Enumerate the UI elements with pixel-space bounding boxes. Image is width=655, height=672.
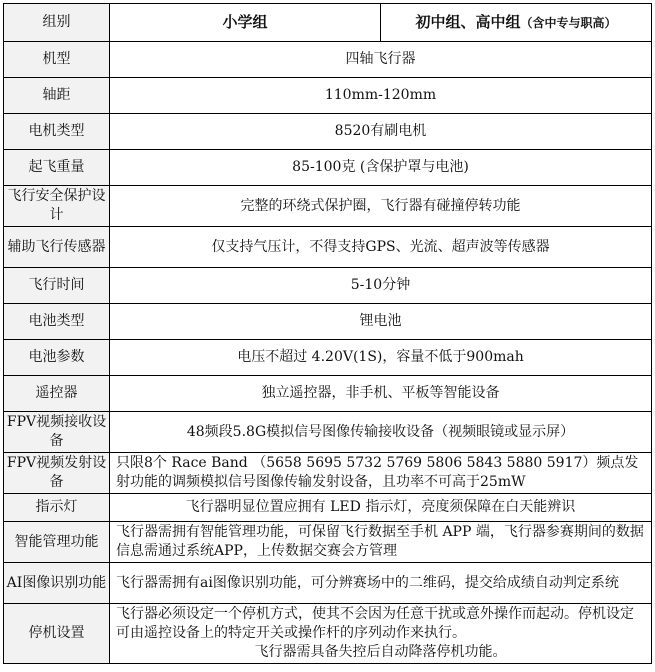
table-row bbox=[4, 563, 652, 604]
row-value: 只限8个 Race Band （5658 5695 5732 5769 5806 5843 5880 5917）频点发射功能的调频模拟信号图像传输发射设备，且功率不可高于25mW bbox=[110, 453, 652, 494]
row-value: 仅支持气压计，不得支持GPS、光流、超声波等传感器 bbox=[110, 227, 652, 268]
row-label: 辅助飞行传感器 bbox=[4, 227, 110, 268]
spec-table bbox=[3, 3, 652, 664]
row-value: 独立遥控器，非手机、平板等智能设备 bbox=[110, 376, 652, 412]
row-value: 飞行器需拥有智能管理功能，可保留飞行数据至手机 APP 端，飞行器参赛期间的数据信息需通过系统APP，上传数据交赛会方管理 bbox=[110, 522, 652, 563]
row-value: 锂电池 bbox=[110, 304, 652, 340]
table-row bbox=[4, 78, 652, 114]
secondary-group-note: （含中专与职高） bbox=[520, 15, 617, 30]
row-label: 指示灯 bbox=[4, 494, 110, 522]
row-label: 轴距 bbox=[4, 78, 110, 114]
row-label: 停机设置 bbox=[4, 604, 110, 664]
row-value: 飞行器明显位置应拥有 LED 指示灯，亮度须保障在白天能辨识 bbox=[110, 494, 652, 522]
row-label: 电机类型 bbox=[4, 114, 110, 150]
table-row bbox=[4, 227, 652, 268]
row-label: 电池类型 bbox=[4, 304, 110, 340]
row-value: 8520有刷电机 bbox=[110, 114, 652, 150]
table-row bbox=[4, 376, 652, 412]
table-row bbox=[4, 522, 652, 563]
table-row bbox=[4, 186, 652, 227]
row-value-extra: 飞行器需具备失控后自动降落停机功能。 bbox=[254, 644, 507, 660]
table-row bbox=[4, 412, 652, 453]
row-value: 飞行器需拥有ai图像识别功能，可分辨赛场中的二维码，提交给成绩自动判定系统 bbox=[110, 563, 652, 604]
header-row bbox=[4, 4, 652, 42]
table-row bbox=[4, 42, 652, 78]
row-label: 智能管理功能 bbox=[4, 522, 110, 563]
row-value: 5-10分钟 bbox=[110, 268, 652, 304]
table-row bbox=[4, 114, 652, 150]
row-value bbox=[110, 604, 652, 664]
primary-group: 小学组 bbox=[110, 4, 381, 42]
table-row bbox=[4, 150, 652, 186]
row-label: AI图像识别功能 bbox=[4, 563, 110, 604]
row-label: 电池参数 bbox=[4, 340, 110, 376]
table-row bbox=[4, 494, 652, 522]
row-label: 飞行安全保护设计 bbox=[4, 186, 110, 227]
row-label: 飞行时间 bbox=[4, 268, 110, 304]
row-label: FPV视频发射设备 bbox=[4, 453, 110, 494]
table-row bbox=[4, 453, 652, 494]
table-row bbox=[4, 604, 652, 664]
row-value: 85-100克 (含保护罩与电池) bbox=[110, 150, 652, 186]
row-label: 遥控器 bbox=[4, 376, 110, 412]
row-value: 110mm-120mm bbox=[110, 78, 652, 114]
row-value-main: 飞行器必须设定一个停机方式，使其不会因为任意干扰或意外操作而起动。停机设定可由遥控设备上的特定开关或操作杆的序列动作来执行。 bbox=[116, 606, 634, 641]
row-value: 完整的环绕式保护圈，飞行器有碰撞停转功能 bbox=[110, 186, 652, 227]
row-value: 电压不超过 4.20V(1S)，容量不低于900mah bbox=[110, 340, 652, 376]
row-label: 起飞重量 bbox=[4, 150, 110, 186]
table-row bbox=[4, 304, 652, 340]
group-label: 组别 bbox=[4, 4, 110, 42]
secondary-group bbox=[381, 4, 652, 42]
secondary-group-title: 初中组、高中组 bbox=[415, 12, 521, 31]
row-value: 四轴飞行器 bbox=[110, 42, 652, 78]
row-label: FPV视频接收设备 bbox=[4, 412, 110, 453]
table-row bbox=[4, 340, 652, 376]
table-row bbox=[4, 268, 652, 304]
row-value: 48频段5.8G模拟信号图像传输接收设备（视频眼镜或显示屏） bbox=[110, 412, 652, 453]
row-label: 机型 bbox=[4, 42, 110, 78]
